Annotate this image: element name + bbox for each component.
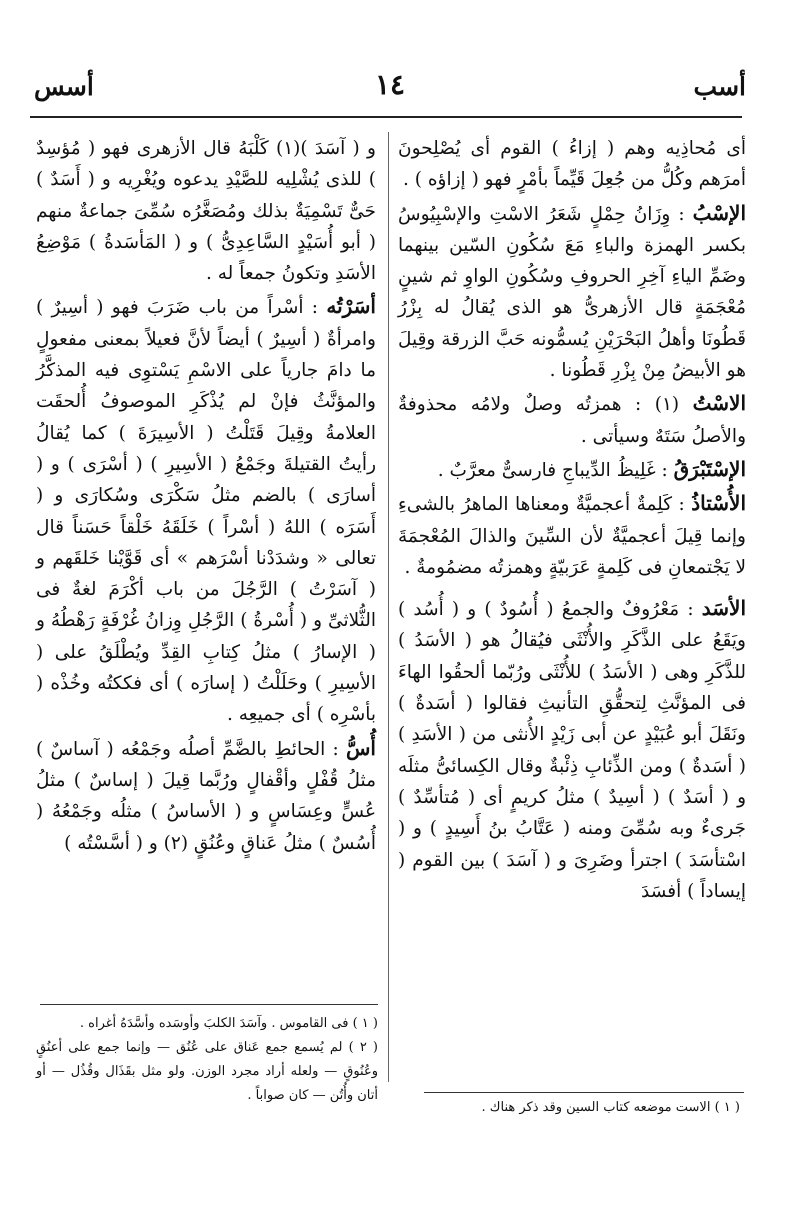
entry-text: (١) : همزتُه وصلٌ ولامُه محذوفةٌ والأصلُ سَتَهٌ وسيأتى .	[398, 394, 746, 447]
entry-headword: الاسْتُ	[692, 391, 746, 416]
header-right-keyword: أسب	[693, 72, 746, 101]
page-header	[34, 68, 746, 112]
entry-headword: الإسْتَبْرَقُ	[673, 456, 746, 481]
entry-text: : غَلِيظُ الدِّيباجِ فارسىٌّ معرَّبٌ .	[437, 459, 668, 481]
entry-text: أى مُحاذِيه وهم ( إزاءُ ) القوم أى يُصْلِحونَ أمرَهم وكُلُّ من جُعِلَ قَيِّماً بأمْرٍ فهو ( إزاؤه ) .	[398, 138, 746, 191]
entry-text: : كَلِمةٌ أعجميَّةٌ ومعناها الماهرُ بالشىءِ وإنما قِيلَ أعجميَّةٌ لأن السِّينَ والذالَ المُعْجمَةَ لا يَجْتمعانِ فى كَلِمةٍ عَرَبيّةٍ وهمزتُه مضمُومةٌ .	[398, 494, 746, 578]
entry	[398, 198, 746, 387]
entry-text: : وِزَانُ حِمْلٍ شَعَرُ الاسْتِ والإسْبِيُوسُ بكسر الهمزة والباءِ مَعَ سُكُونِ السّين بينهما وضَمِّ الياءِ آخِرِ الحروفِ وسُكُونِ الواوِ ثم شينٍ مُعْجَمَةٍ قال الأزهرىُّ هو الذى يُقالُ له بِزْرُ قَطُونَا وأهلُ البَحْرَيْنِ يُسمُّونه حَبَّ الزرقة وقِيلَ هو الأبيضُ مِنْ بِزْرِ قَطُونا .	[398, 203, 746, 382]
left-column	[36, 132, 376, 861]
header-left-keyword: أسس	[34, 72, 94, 101]
entry	[398, 454, 746, 486]
entry	[36, 733, 376, 859]
entry-text: و ( آسَدَ )(١) كَلْبَهُ قال الأزهرى فهو ( مُؤسِدٌ ) للذى يُشْلِيه للصَّيْدِ يدعوه ويُغْرِيه و ( أَسَدٌ ) حَىٌّ تَسْمِيَةٌ بذلك ومُصَغَّرُه سُمِّىَ جماعةٌ منهم ( أبو أُسَيْدٍ السَّاعِدِىُّ ) و ( المَأسَدةُ ) مَوْضِعُ الأسَدِ وتكونُ جمعاً له .	[36, 138, 376, 285]
entry-headword: أُسُّ	[346, 735, 376, 760]
entry	[398, 488, 746, 583]
entry-text: : الحائطِ بالضَّمِّ أصلُه وجَمْعُه ( آساسٌ ) مثلُ قُفْلٍ وأقْفالٍ ورُبَّما قِيلَ ( إساسٌ ) مثلُ عُسٍّ وعِسَاسٍ و ( الأساسُ ) مثلُه وجَمْعُهُ ( أُسُسٌ ) مثلُ عَناقٍ وعُنُقٍ (٢) و ( أسَّسْتُه )	[36, 738, 376, 854]
entry	[36, 291, 376, 730]
entry-text: : مَعْرُوفٌ والجمعُ ( أُسُودٌ ) و ( أُسُد ) ويَقَعُ على الذَّكَرِ والأُنْثَى فيُقالُ هو ( الأسَدُ ) للذَّكَرِ وهى ( الأسَدُ ) للأُنْثَى ورُبّما ألحقُوا الهاءَ فى المؤنَّثِ لِتحقُّقِ التأنيثِ فقالوا ( أسَدةٌ ) ونَقَلَ أبو عُبَيْدٍ عن أبى زَيْدٍ الأُنثى من ( الأسَدِ ) ( أسَدةٌ ) ومن الذِّئابِ ذِئْبةٌ وقال الكِسائىُّ مثلَه و ( أسَدٌ ) ( أسِيدٌ ) مثلُ كريمٍ أى ( مُتأسِّدٌ ) جَرىءٌ وبه سُمِّىَ ومنه ( عَتَّابُ بنُ أَسِيدٍ ) و ( اسْتأسَدَ ) اجترأ وضَرِىَ و ( آسَدَ ) بين القوم ( إيساداً ) أفسَدَ	[398, 599, 746, 902]
footnote: ( ١ ) الاست موضعه كتاب السين وقد ذكر هناك .	[481, 1100, 740, 1115]
entry-headword: أسَرْتُه	[326, 294, 376, 319]
entry-headword: الأسَد	[701, 596, 746, 621]
header-rule	[30, 116, 742, 118]
entry	[398, 132, 746, 196]
footnote: ( ١ ) فى القاموس . وآسَدَ الكلبَ وأوسَده وأسَّدَهُ أغراه .	[79, 1016, 378, 1031]
right-column	[398, 132, 746, 909]
entry-headword: الأُسْتاذُ	[691, 491, 747, 516]
footnote-rule-left	[40, 1004, 378, 1005]
footnote: ( ٢ ) لم يُسمع جمع عَناق على عُنُق — وإنما جمع على أعنُقٍ وعُنُوقٍ — ولعله أراد مجرد الوزن. ولو مثل بقَذَال وقُذُل — أو أتان وأُتُن — كان صواباً .	[36, 1040, 378, 1103]
entry-text: : أسْراً من باب ضَرَبَ فهو ( أسِيرٌ ) وامرأةٌ ( أسِيرٌ ) أيضاً لأنَّ فعيلاً بمعنى مفعولٍ ما دامَ جارياً على الاسْمِ يَسْتوِى فيه المذكَّرُ والمؤنَّثُ فإنْ لم يُذْكَرِ الموصوفُ أُلحقَت العلامةُ وقِيلَ قَتَلْتُ ( الأسِيرَةَ ) كما يُقالُ رأيتُ القتيلةَ وجَمْعُ ( الأسِيرِ ) ( أسْرَى ) و ( أسارَى ) بالضم مثلُ سَكْرَى وسُكارَى و ( أَسَرَه ) اللهُ ( أسْراً ) خَلَقَهُ خَلْقاً حَسَناً قال تعالى « وشدَدْنا أسْرَهم » أى قَوَّيْنا خَلقَهم و ( آسَرْتُ ) الرَّجُلَ من باب أكْرَمَ لغةٌ فى الثُّلاثىِّ و ( أُسْرةُ ) الرَّجُلِ وِزانُ غُرْفَةٍ رَهْطُهُ و ( الإسارُ ) مثلُ كِتابِ القِدِّ ويُطْلَقُ على ( الأسِيرِ ) وحَلَلْتُ ( إسارَه ) أى فككتُه وخُذْه ( بأسْرِه ) أى جميعِه .	[36, 297, 376, 726]
page-number: ١٤	[374, 68, 406, 101]
column-divider	[388, 132, 389, 1082]
footnotes-left	[36, 1012, 378, 1108]
footnote-rule-right	[424, 1092, 744, 1093]
footnotes-right	[410, 1098, 740, 1118]
entry-headword: الإسْبُ	[692, 200, 746, 225]
entry	[398, 593, 746, 907]
entry	[398, 388, 746, 452]
entry	[36, 132, 376, 289]
